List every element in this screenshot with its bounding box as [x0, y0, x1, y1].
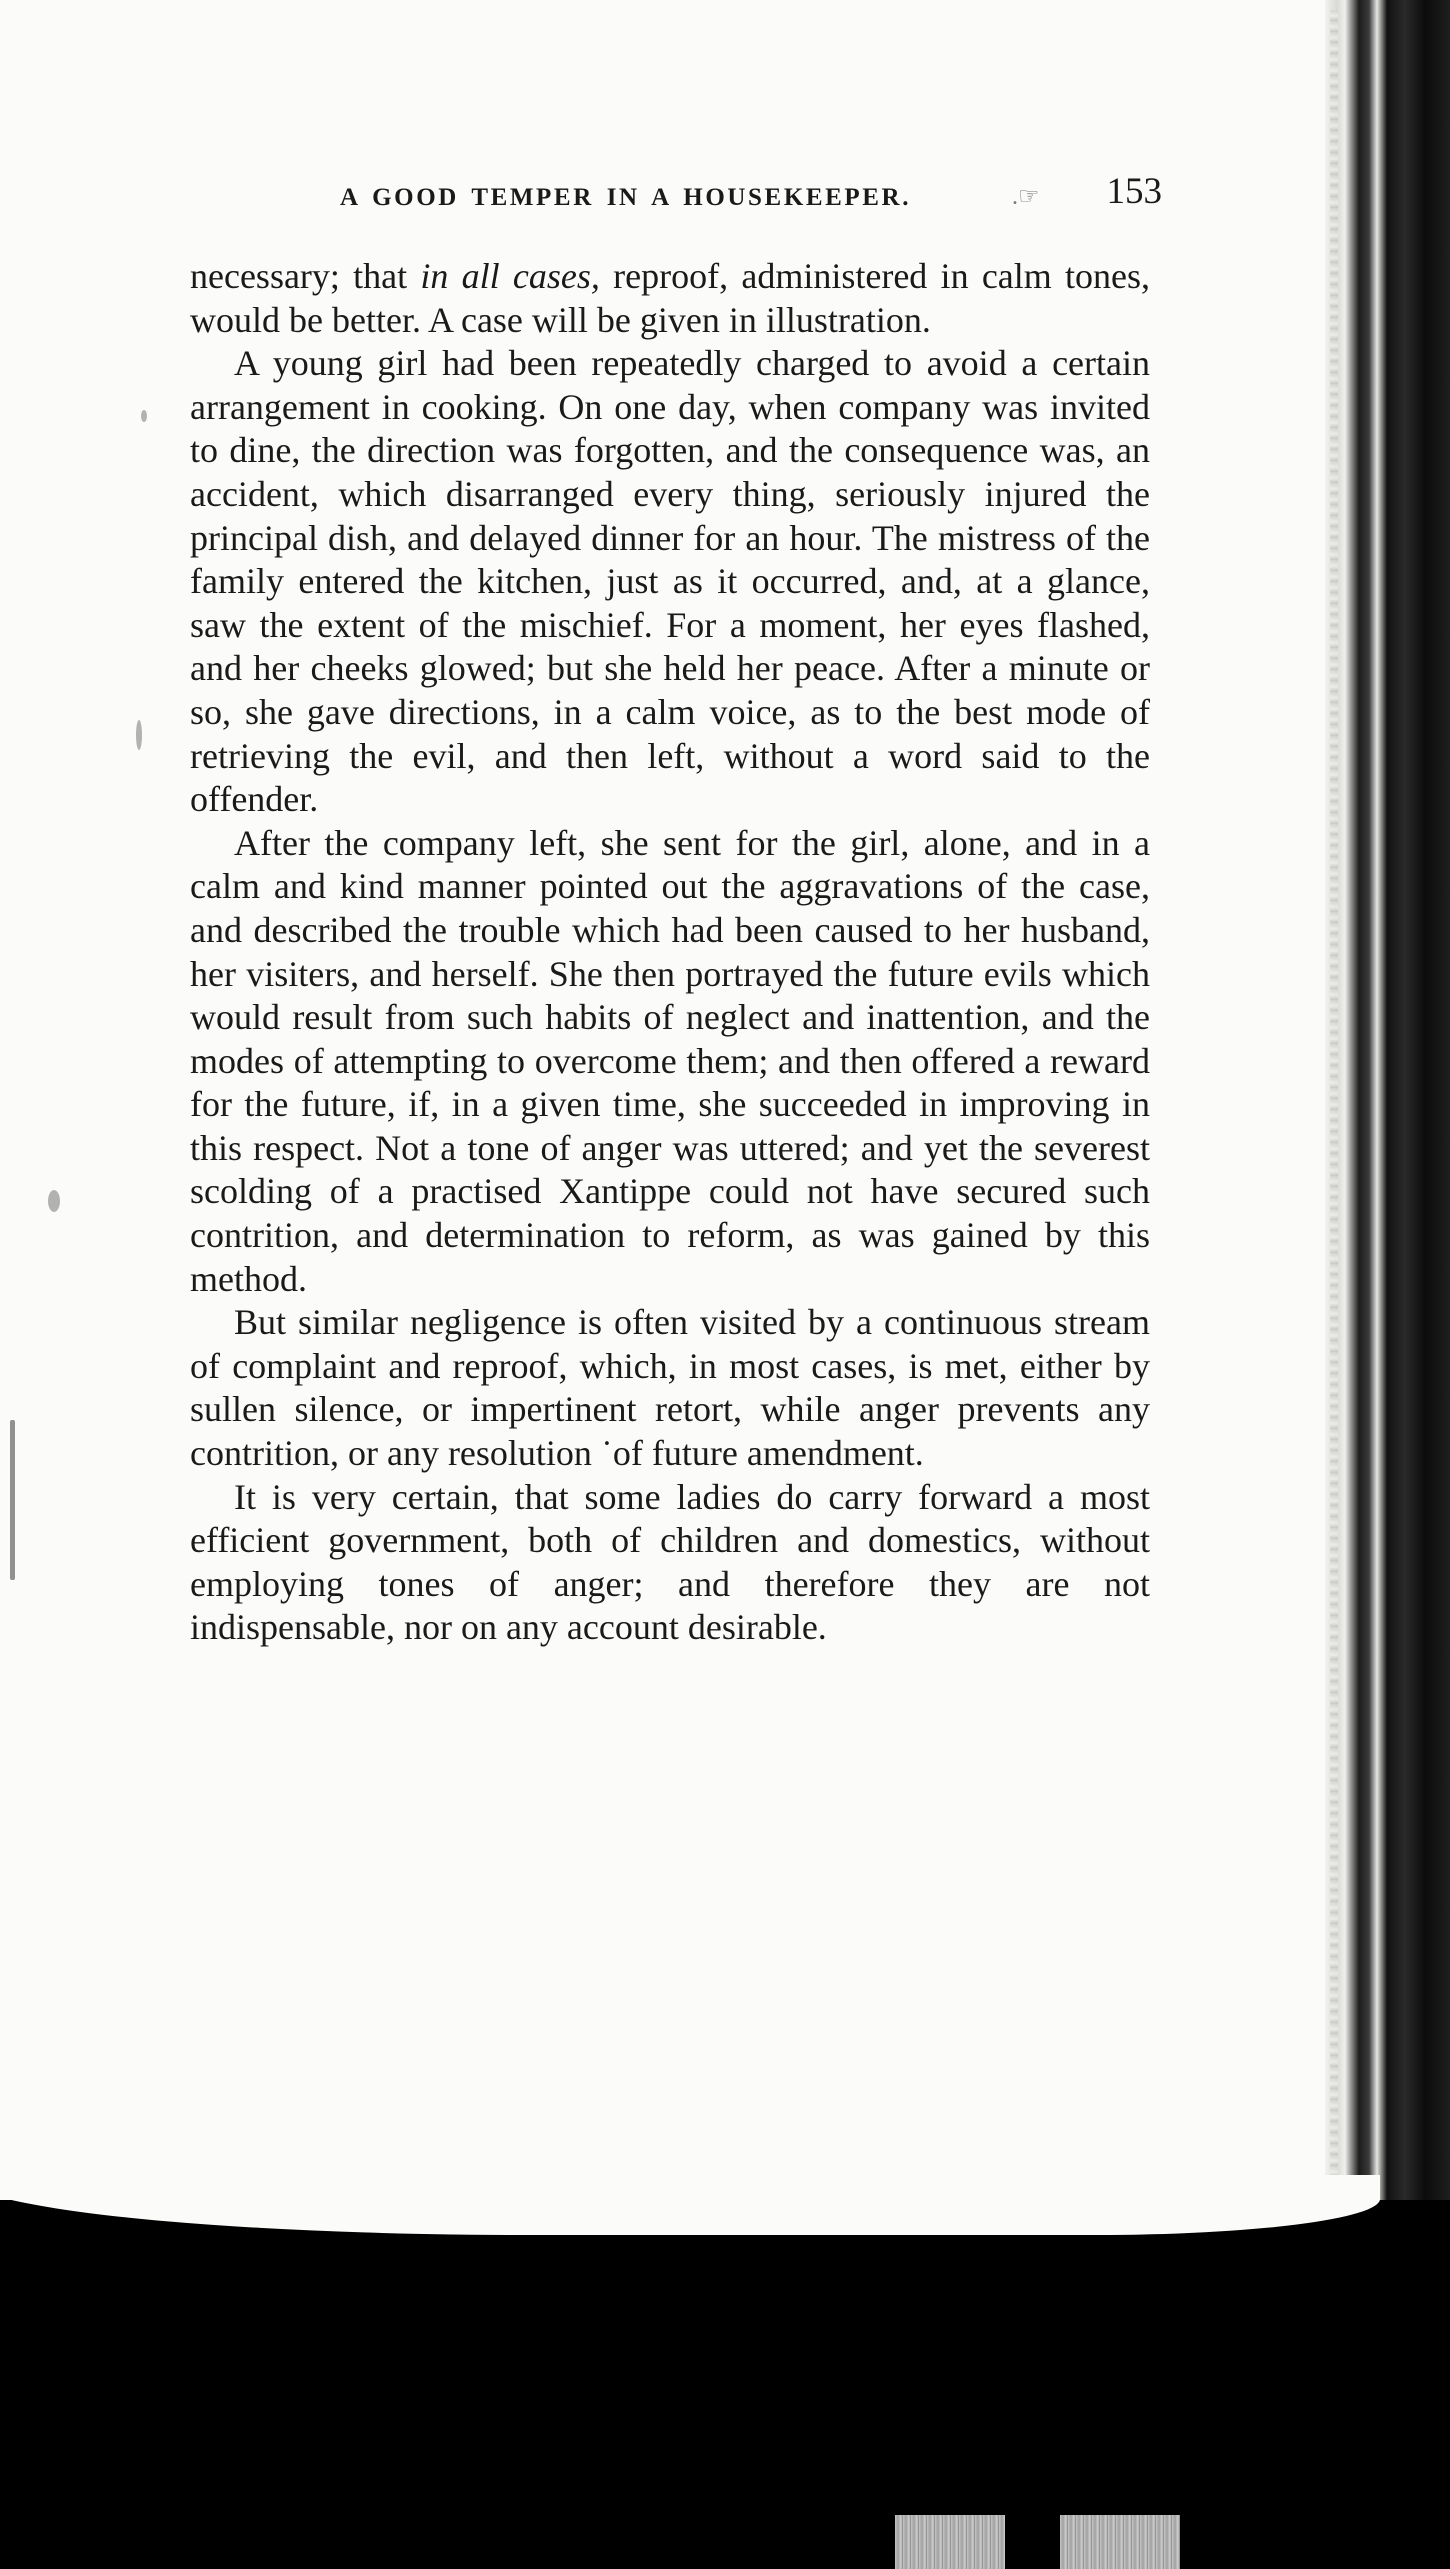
page-number: 153 [1106, 171, 1162, 212]
scan-artifact [895, 2515, 1005, 2569]
margin-speck [48, 1190, 60, 1212]
margin-speck [136, 720, 142, 750]
page-edges [1330, 10, 1338, 2210]
margin-speck [141, 410, 147, 422]
page-header [192, 164, 1162, 228]
paragraph-5: It is very certain, that some ladies do carry forward a most efficient government, both of children and domestics, without employing tones of anger; and therefore they are not indispensable, nor on any account desirable. [190, 1476, 1150, 1648]
body-text [190, 255, 1150, 1650]
scan-artifact [1060, 2515, 1180, 2569]
paragraph-1: necessary; that in all cases, reproof, administered in calm tones, would be better. A case will be given in illustration. [190, 256, 1151, 340]
pointing-hand-mark: .☞ [1012, 184, 1040, 210]
margin-speck [10, 1420, 15, 1580]
running-head: A GOOD TEMPER IN A HOUSEKEEPER. [340, 184, 912, 211]
scan-background [0, 2200, 1450, 2569]
paragraph-2: A young girl had been repeatedly charged to avoid a certain arrangement in cooking. On one day, when company was invited to dine, the direction was forgotten, and the consequence was, an accident, which disarranged every thing, seriously injured the principal dish, and delayed dinner for an hour. The mistress of the family entered the kitchen, just as it occurred, and, at a glance, saw the extent of the mischief. For a moment, her eyes flashed, and her cheeks glowed; but she held her peace. After a minute or so, she gave directions, in a calm voice, as to the best mode of retrieving the evil, and then left, without a word said to the offender. [190, 343, 1150, 820]
paragraph-4: But similar negligence is often visited by a continuous stream of complaint and reproof, which, in most cases, is met, either by sullen silence, or impertinent retort, while anger prevents any contrition, or any resolution ˙of future amendment. [190, 1302, 1150, 1474]
paragraph-3: After the company left, she sent for the girl, alone, and in a calm and kind manner pointed out the aggravations of the case, and described the trouble which had been caused to her husband, her visiters, and herself. She then portrayed the future evils which would result from such habits of neglect and inattention, and the modes of attempting to overcome them; and then offered a reward for the future, if, in a given time, she succeeded in improving in this respect. Not a tone of anger was uttered; and yet the severest scolding of a practised Xantippe could not have secured such contrition, and determination to reform, as was gained by this method. [190, 822, 1150, 1299]
italic-phrase: in all cases, [420, 256, 600, 296]
